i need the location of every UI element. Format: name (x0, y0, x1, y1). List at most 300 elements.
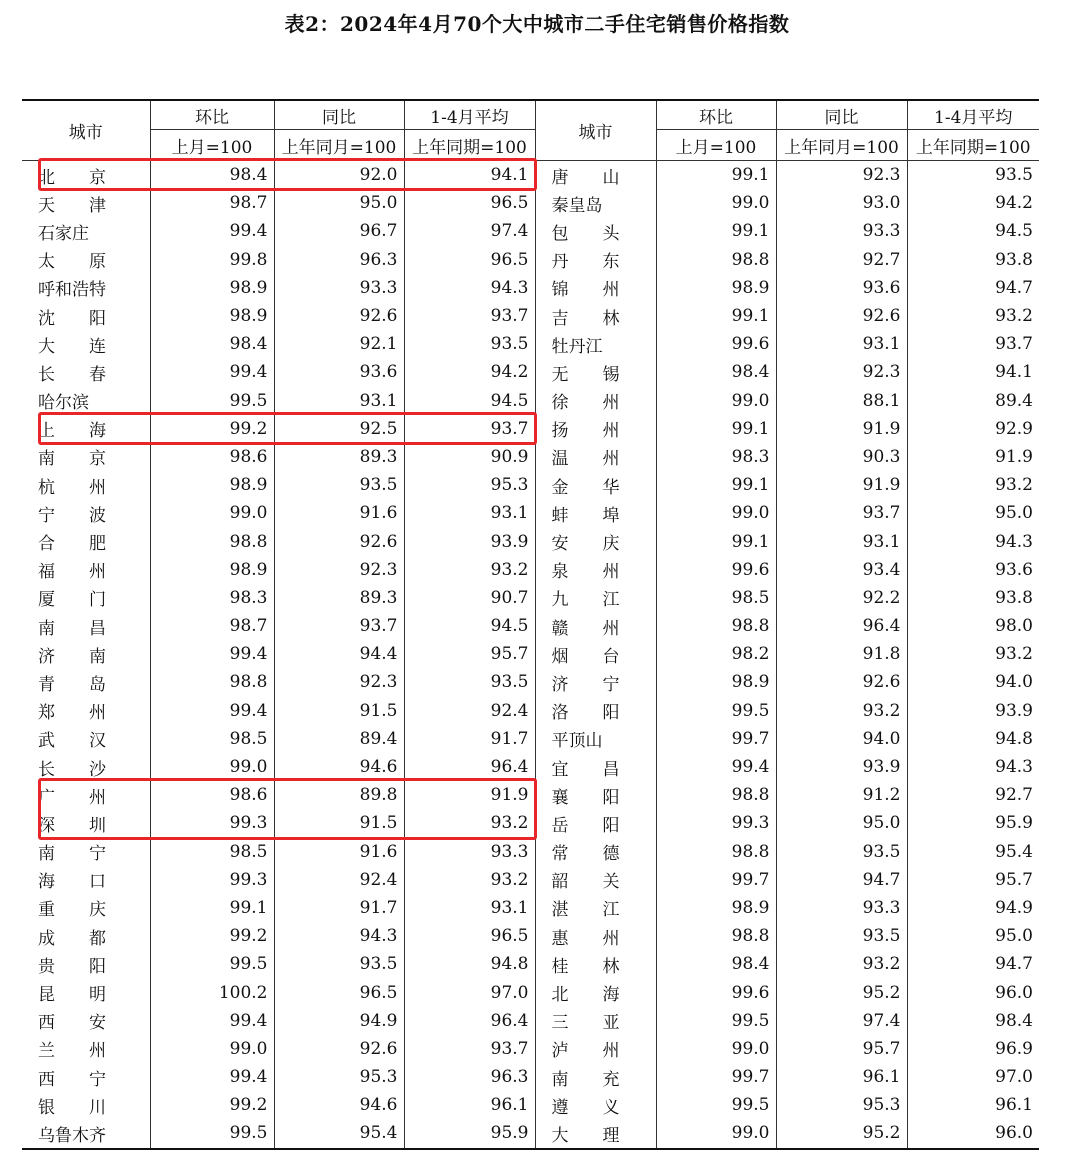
avg-cell: 91.9 (404, 781, 535, 809)
yoy-cell: 92.0 (274, 161, 404, 190)
table-row (22, 866, 1039, 894)
avg-cell: 98.0 (907, 612, 1039, 640)
city-name-cell: 常 德 (535, 838, 656, 866)
city-name-cell: 南 充 (535, 1063, 656, 1091)
yoy-cell: 91.5 (274, 697, 404, 725)
yoy-cell: 89.4 (274, 725, 404, 753)
yoy-cell: 93.6 (274, 358, 404, 386)
avg-cell: 95.9 (404, 1119, 535, 1148)
mom-cell: 98.9 (150, 471, 274, 499)
yoy-cell: 91.5 (274, 809, 404, 837)
city-name-cell: 遵 义 (535, 1091, 656, 1119)
city-name-cell: 呼和浩特 (38, 280, 106, 301)
avg-cell: 90.9 (404, 443, 535, 471)
yoy-cell: 91.9 (776, 471, 907, 499)
avg-cell: 93.8 (907, 584, 1039, 612)
city-name-cell: 重 庆 (38, 900, 106, 921)
yoy-cell: 92.7 (776, 246, 907, 274)
yoy-cell: 91.2 (776, 781, 907, 809)
avg-cell: 94.1 (907, 358, 1039, 386)
mom-cell: 99.0 (656, 189, 776, 217)
header-mom-base-right: 上月=100 (656, 130, 776, 161)
yoy-cell: 91.6 (274, 838, 404, 866)
mom-cell: 99.5 (150, 950, 274, 978)
yoy-cell: 88.1 (776, 387, 907, 415)
yoy-cell: 95.0 (776, 809, 907, 837)
city-name-cell: 秦皇岛 (535, 189, 656, 217)
table-row (22, 443, 1039, 471)
table-row (22, 950, 1039, 978)
avg-cell: 94.5 (404, 612, 535, 640)
city-name-cell: 福 州 (38, 562, 106, 583)
mom-cell: 99.0 (150, 499, 274, 527)
avg-cell: 93.5 (907, 161, 1039, 190)
avg-cell: 93.7 (404, 302, 535, 330)
mom-cell: 99.1 (656, 302, 776, 330)
yoy-cell: 93.5 (274, 471, 404, 499)
table-row (22, 584, 1039, 612)
city-name-cell: 合 肥 (38, 534, 106, 555)
mom-cell: 99.0 (656, 1119, 776, 1148)
table-title: 表2：2024年4月70个大中城市二手住宅销售价格指数 (284, 12, 790, 36)
mom-cell: 98.8 (656, 612, 776, 640)
yoy-cell: 94.6 (274, 753, 404, 781)
mom-cell: 98.9 (656, 894, 776, 922)
mom-cell: 98.3 (656, 443, 776, 471)
table-row (22, 838, 1039, 866)
city-name-cell: 南 宁 (38, 844, 106, 865)
table-row (22, 640, 1039, 668)
avg-cell: 93.8 (907, 246, 1039, 274)
table-row (22, 1007, 1039, 1035)
yoy-cell: 95.7 (776, 1035, 907, 1063)
city-name-cell: 赣 州 (535, 612, 656, 640)
city-name-cell: 吉 林 (535, 302, 656, 330)
city-name-cell: 惠 州 (535, 922, 656, 950)
city-name-cell: 杭 州 (38, 477, 106, 498)
yoy-cell: 94.4 (274, 640, 404, 668)
table-row (22, 302, 1039, 330)
avg-cell: 95.9 (907, 809, 1039, 837)
avg-cell: 96.5 (404, 246, 535, 274)
table-body (22, 161, 1039, 1149)
avg-cell: 98.4 (907, 1007, 1039, 1035)
yoy-cell: 92.2 (776, 584, 907, 612)
mom-cell: 99.5 (150, 387, 274, 415)
avg-cell: 96.9 (907, 1035, 1039, 1063)
mom-cell: 99.0 (150, 753, 274, 781)
table-row (22, 1063, 1039, 1091)
yoy-cell: 93.3 (776, 894, 907, 922)
mom-cell: 98.8 (656, 838, 776, 866)
yoy-cell: 89.3 (274, 443, 404, 471)
table-row (22, 1035, 1039, 1063)
city-name-cell: 武 汉 (38, 731, 106, 752)
header-avg-base-left: 上年同期=100 (404, 130, 535, 161)
city-name-cell: 天 津 (38, 195, 106, 216)
city-name-cell: 泉 州 (535, 556, 656, 584)
avg-cell: 93.3 (404, 838, 535, 866)
yoy-cell: 93.1 (776, 527, 907, 555)
city-name-cell: 沈 阳 (38, 308, 106, 329)
avg-cell: 94.8 (907, 725, 1039, 753)
mom-cell: 99.5 (656, 697, 776, 725)
table-row (22, 809, 1039, 837)
avg-cell: 95.7 (907, 866, 1039, 894)
table-row (22, 894, 1039, 922)
yoy-cell: 92.1 (274, 330, 404, 358)
avg-cell: 91.9 (907, 443, 1039, 471)
city-name-cell: 烟 台 (535, 640, 656, 668)
table-row (22, 1091, 1039, 1119)
mom-cell: 99.5 (656, 1091, 776, 1119)
city-name-cell: 唐 山 (535, 161, 656, 190)
table-row (22, 697, 1039, 725)
header-yoy-left: 同比 (274, 100, 404, 130)
city-name-cell: 贵 阳 (38, 956, 106, 977)
yoy-cell: 91.6 (274, 499, 404, 527)
avg-cell: 93.7 (907, 330, 1039, 358)
avg-cell: 93.2 (404, 809, 535, 837)
city-name-cell: 锦 州 (535, 274, 656, 302)
city-name-cell: 金 华 (535, 471, 656, 499)
city-name-cell: 牡丹江 (535, 330, 656, 358)
yoy-cell: 93.6 (776, 274, 907, 302)
mom-cell: 98.4 (150, 330, 274, 358)
mom-cell: 98.9 (150, 302, 274, 330)
header-city-left: 城市 (22, 100, 150, 161)
header-yoy-base-right: 上年同月=100 (776, 130, 907, 161)
yoy-cell: 96.5 (274, 978, 404, 1006)
mom-cell: 99.5 (150, 1119, 274, 1148)
mom-cell: 98.9 (656, 274, 776, 302)
avg-cell: 95.4 (907, 838, 1039, 866)
mom-cell: 99.1 (656, 217, 776, 245)
city-name-cell: 乌鲁木齐 (22, 1119, 150, 1148)
city-name-cell: 西 宁 (38, 1069, 106, 1090)
avg-cell: 97.4 (404, 217, 535, 245)
yoy-cell: 90.3 (776, 443, 907, 471)
avg-cell: 94.7 (907, 950, 1039, 978)
city-name-cell: 泸 州 (535, 1035, 656, 1063)
header-avg-right: 1-4月平均 (907, 100, 1039, 130)
mom-cell: 98.8 (656, 781, 776, 809)
city-name-cell: 安 庆 (535, 527, 656, 555)
mom-cell: 99.1 (656, 161, 776, 190)
header-city-right: 城市 (535, 100, 656, 161)
avg-cell: 93.2 (404, 866, 535, 894)
mom-cell: 99.2 (150, 922, 274, 950)
city-name-cell: 西 安 (38, 1013, 106, 1034)
mom-cell: 98.2 (656, 640, 776, 668)
city-name-cell: 温 州 (535, 443, 656, 471)
city-name-cell: 韶 关 (535, 866, 656, 894)
table-row (22, 556, 1039, 584)
table-row (22, 471, 1039, 499)
yoy-cell: 93.0 (776, 189, 907, 217)
mom-cell: 99.3 (150, 809, 274, 837)
avg-cell: 94.9 (907, 894, 1039, 922)
yoy-cell: 92.3 (274, 668, 404, 696)
table-row (22, 612, 1039, 640)
mom-cell: 98.8 (150, 668, 274, 696)
avg-cell: 95.0 (907, 499, 1039, 527)
city-name-cell: 蚌 埠 (535, 499, 656, 527)
city-name-cell: 九 江 (535, 584, 656, 612)
yoy-cell: 93.4 (776, 556, 907, 584)
yoy-cell: 93.5 (274, 950, 404, 978)
avg-cell: 93.5 (404, 668, 535, 696)
mom-cell: 99.6 (656, 556, 776, 584)
city-name-cell: 桂 林 (535, 950, 656, 978)
avg-cell: 94.8 (404, 950, 535, 978)
avg-cell: 96.0 (907, 978, 1039, 1006)
avg-cell: 96.1 (404, 1091, 535, 1119)
city-name-cell: 厦 门 (38, 590, 106, 611)
table-row (22, 415, 1039, 443)
mom-cell: 100.2 (150, 978, 274, 1006)
city-name-cell: 岳 阳 (535, 809, 656, 837)
yoy-cell: 93.3 (274, 274, 404, 302)
mom-cell: 99.4 (150, 358, 274, 386)
avg-cell: 93.6 (907, 556, 1039, 584)
yoy-cell: 95.2 (776, 1119, 907, 1148)
city-name-cell: 深 圳 (38, 815, 106, 836)
yoy-cell: 93.5 (776, 838, 907, 866)
mom-cell: 99.1 (150, 894, 274, 922)
city-name-cell: 大 理 (535, 1119, 656, 1148)
mom-cell: 98.8 (656, 246, 776, 274)
avg-cell: 93.7 (404, 1035, 535, 1063)
avg-cell: 96.4 (404, 753, 535, 781)
header-yoy-base-left: 上年同月=100 (274, 130, 404, 161)
header-mom-right: 环比 (656, 100, 776, 130)
yoy-cell: 91.7 (274, 894, 404, 922)
yoy-cell: 93.2 (776, 697, 907, 725)
avg-cell: 95.7 (404, 640, 535, 668)
mom-cell: 98.5 (150, 725, 274, 753)
city-name-cell: 成 都 (38, 928, 106, 949)
table-row (22, 668, 1039, 696)
yoy-cell: 95.3 (274, 1063, 404, 1091)
mom-cell: 98.9 (150, 274, 274, 302)
header-mom-base-left: 上月=100 (150, 130, 274, 161)
city-name-cell: 太 原 (38, 252, 106, 273)
city-name-cell: 洛 阳 (535, 697, 656, 725)
mom-cell: 98.6 (150, 443, 274, 471)
city-name-cell: 南 昌 (38, 618, 106, 639)
mom-cell: 98.4 (656, 950, 776, 978)
yoy-cell: 89.8 (274, 781, 404, 809)
avg-cell: 93.2 (907, 640, 1039, 668)
yoy-cell: 92.4 (274, 866, 404, 894)
table-row (22, 499, 1039, 527)
avg-cell: 96.5 (404, 922, 535, 950)
yoy-cell: 93.7 (776, 499, 907, 527)
table-row (22, 753, 1039, 781)
yoy-cell: 92.5 (274, 415, 404, 443)
avg-cell: 93.9 (907, 697, 1039, 725)
mom-cell: 99.5 (656, 1007, 776, 1035)
table-row (22, 161, 1039, 190)
mom-cell: 98.3 (150, 584, 274, 612)
avg-cell: 96.1 (907, 1091, 1039, 1119)
city-name-cell: 昆 明 (38, 985, 106, 1006)
city-name-cell: 丹 东 (535, 246, 656, 274)
avg-cell: 96.5 (404, 189, 535, 217)
avg-cell: 97.0 (404, 978, 535, 1006)
mom-cell: 98.9 (150, 556, 274, 584)
city-name-cell: 宁 波 (38, 505, 106, 526)
yoy-cell: 94.3 (274, 922, 404, 950)
yoy-cell: 92.3 (776, 358, 907, 386)
city-name-cell: 湛 江 (535, 894, 656, 922)
mom-cell: 99.0 (656, 387, 776, 415)
mom-cell: 99.4 (150, 1007, 274, 1035)
avg-cell: 96.3 (404, 1063, 535, 1091)
mom-cell: 99.6 (656, 978, 776, 1006)
avg-cell: 92.4 (404, 697, 535, 725)
city-name-cell: 宜 昌 (535, 753, 656, 781)
city-name-cell: 海 口 (38, 872, 106, 893)
yoy-cell: 92.6 (776, 668, 907, 696)
avg-cell: 93.1 (404, 894, 535, 922)
mom-cell: 99.1 (656, 471, 776, 499)
table-row (22, 922, 1039, 950)
mom-cell: 99.4 (150, 640, 274, 668)
avg-cell: 90.7 (404, 584, 535, 612)
mom-cell: 99.0 (656, 1035, 776, 1063)
yoy-cell: 92.3 (776, 161, 907, 190)
yoy-cell: 96.1 (776, 1063, 907, 1091)
city-name-cell: 济 南 (38, 646, 106, 667)
avg-cell: 93.2 (907, 471, 1039, 499)
mom-cell: 98.5 (150, 838, 274, 866)
table-row (22, 527, 1039, 555)
header-mom-left: 环比 (150, 100, 274, 130)
yoy-cell: 93.2 (776, 950, 907, 978)
mom-cell: 99.4 (150, 1063, 274, 1091)
yoy-cell: 93.1 (776, 330, 907, 358)
yoy-cell: 95.0 (274, 189, 404, 217)
yoy-cell: 95.3 (776, 1091, 907, 1119)
mom-cell: 98.5 (656, 584, 776, 612)
mom-cell: 99.7 (656, 1063, 776, 1091)
mom-cell: 99.1 (656, 527, 776, 555)
city-name-cell: 广 州 (38, 787, 106, 808)
city-name-cell: 襄 阳 (535, 781, 656, 809)
avg-cell: 94.5 (907, 217, 1039, 245)
yoy-cell: 96.7 (274, 217, 404, 245)
table-row (22, 978, 1039, 1006)
yoy-cell: 93.3 (776, 217, 907, 245)
yoy-cell: 95.2 (776, 978, 907, 1006)
mom-cell: 98.9 (656, 668, 776, 696)
table-row (22, 1119, 1039, 1148)
city-name-cell: 青 岛 (38, 674, 106, 695)
avg-cell: 94.5 (404, 387, 535, 415)
mom-cell: 99.3 (656, 809, 776, 837)
yoy-cell: 91.9 (776, 415, 907, 443)
yoy-cell: 92.6 (274, 1035, 404, 1063)
yoy-cell: 89.3 (274, 584, 404, 612)
avg-cell: 93.9 (404, 527, 535, 555)
city-name-cell: 无 锡 (535, 358, 656, 386)
mom-cell: 99.8 (150, 246, 274, 274)
city-name-cell: 北 京 (38, 167, 106, 188)
table-row (22, 387, 1039, 415)
yoy-cell: 95.4 (274, 1119, 404, 1148)
mom-cell: 98.8 (656, 922, 776, 950)
avg-cell: 93.2 (907, 302, 1039, 330)
mom-cell: 98.8 (150, 527, 274, 555)
mom-cell: 99.7 (656, 866, 776, 894)
city-name-cell: 徐 州 (535, 387, 656, 415)
city-name-cell: 北 海 (535, 978, 656, 1006)
table-row (22, 274, 1039, 302)
yoy-cell: 92.6 (274, 302, 404, 330)
avg-cell: 94.1 (404, 161, 535, 190)
avg-cell: 95.3 (404, 471, 535, 499)
avg-cell: 92.9 (907, 415, 1039, 443)
city-name-cell: 石家庄 (38, 223, 89, 244)
city-name-cell: 上 海 (38, 421, 106, 442)
avg-cell: 94.2 (907, 189, 1039, 217)
mom-cell: 98.4 (150, 161, 274, 190)
avg-cell: 93.2 (404, 556, 535, 584)
city-name-cell: 长 春 (38, 364, 106, 385)
avg-cell: 94.0 (907, 668, 1039, 696)
header-avg-base-right: 上年同期=100 (907, 130, 1039, 161)
avg-cell: 89.4 (907, 387, 1039, 415)
avg-cell: 94.3 (907, 753, 1039, 781)
mom-cell: 98.7 (150, 612, 274, 640)
table-row (22, 330, 1039, 358)
mom-cell: 99.6 (656, 330, 776, 358)
mom-cell: 99.3 (150, 866, 274, 894)
mom-cell: 99.7 (656, 725, 776, 753)
city-name-cell: 大 连 (38, 336, 106, 357)
table-row (22, 725, 1039, 753)
city-name-cell: 三 亚 (535, 1007, 656, 1035)
yoy-cell: 94.9 (274, 1007, 404, 1035)
yoy-cell: 93.9 (776, 753, 907, 781)
city-name-cell: 兰 州 (38, 1041, 106, 1062)
yoy-cell: 92.6 (776, 302, 907, 330)
table-row (22, 217, 1039, 245)
yoy-cell: 94.7 (776, 866, 907, 894)
avg-cell: 92.7 (907, 781, 1039, 809)
avg-cell: 94.7 (907, 274, 1039, 302)
yoy-cell: 97.4 (776, 1007, 907, 1035)
city-name-cell: 包 头 (535, 217, 656, 245)
avg-cell: 96.0 (907, 1119, 1039, 1148)
avg-cell: 94.2 (404, 358, 535, 386)
yoy-cell: 96.4 (776, 612, 907, 640)
avg-cell: 94.3 (404, 274, 535, 302)
avg-cell: 95.0 (907, 922, 1039, 950)
mom-cell: 99.0 (150, 1035, 274, 1063)
city-name-cell: 扬 州 (535, 415, 656, 443)
mom-cell: 99.2 (150, 1091, 274, 1119)
mom-cell: 98.4 (656, 358, 776, 386)
header-avg-left: 1-4月平均 (404, 100, 535, 130)
table-row (22, 189, 1039, 217)
city-name-cell: 平顶山 (535, 725, 656, 753)
avg-cell: 93.5 (404, 330, 535, 358)
yoy-cell: 93.1 (274, 387, 404, 415)
avg-cell: 91.7 (404, 725, 535, 753)
